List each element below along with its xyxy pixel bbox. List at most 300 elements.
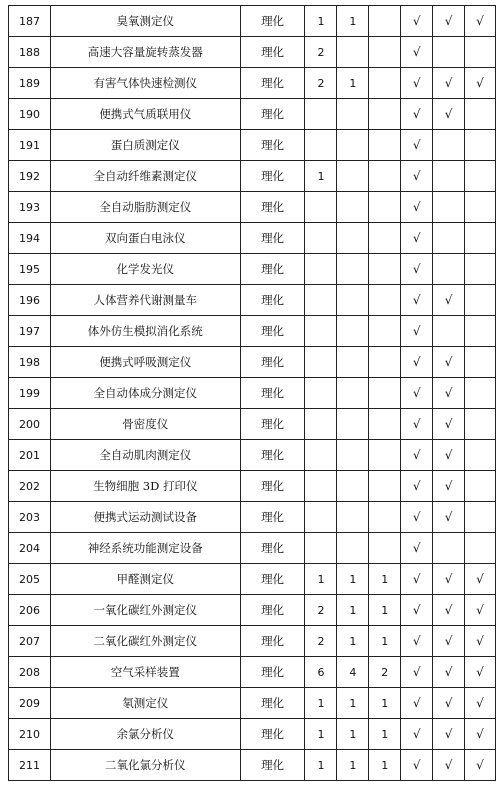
quantity-cell-1: 1 [305, 719, 337, 750]
category-cell: 理化 [240, 254, 305, 285]
row-number-cell: 187 [9, 6, 51, 37]
check-mark-icon: √ [444, 479, 453, 493]
row-number-cell: 189 [9, 68, 51, 99]
table-row [9, 378, 496, 409]
table-row [9, 657, 496, 688]
table-row [9, 595, 496, 626]
quantity-cell-3 [369, 502, 401, 533]
row-number-cell: 188 [9, 37, 51, 68]
quantity-cell-2 [337, 347, 369, 378]
row-number-cell: 209 [9, 688, 51, 719]
check-mark-icon: √ [476, 572, 484, 586]
equipment-name-cell: 全自动脂肪测定仪 [50, 192, 240, 223]
check-cell-3 [465, 719, 496, 750]
row-number-cell: 191 [9, 130, 51, 161]
check-cell-2 [433, 254, 465, 285]
table-row [9, 750, 496, 781]
check-mark-icon: √ [444, 634, 453, 648]
quantity-cell-1 [305, 502, 337, 533]
quantity-cell-2: 1 [337, 750, 369, 781]
row-number-cell: 200 [9, 409, 51, 440]
quantity-cell-3: 1 [369, 564, 401, 595]
quantity-cell-3 [369, 378, 401, 409]
check-mark-icon: √ [444, 293, 453, 307]
check-cell-3 [465, 471, 496, 502]
check-mark-icon: √ [444, 417, 453, 431]
check-cell-1 [401, 409, 433, 440]
check-mark-icon: √ [412, 231, 421, 245]
check-cell-3 [465, 6, 496, 37]
check-mark-icon: √ [412, 293, 421, 307]
check-cell-3 [465, 750, 496, 781]
equipment-name-cell: 全自动肌肉测定仪 [50, 440, 240, 471]
quantity-cell-1: 1 [305, 6, 337, 37]
check-cell-2 [433, 161, 465, 192]
check-mark-icon: √ [412, 448, 421, 462]
quantity-cell-1 [305, 316, 337, 347]
equipment-name-cell: 余氯分析仪 [50, 719, 240, 750]
check-mark-icon: √ [444, 758, 453, 772]
quantity-cell-3: 1 [369, 719, 401, 750]
category-cell: 理化 [240, 378, 305, 409]
check-cell-1 [401, 471, 433, 502]
quantity-cell-3 [369, 161, 401, 192]
check-mark-icon: √ [412, 107, 421, 121]
quantity-cell-3: 1 [369, 688, 401, 719]
table-row [9, 161, 496, 192]
quantity-cell-3: 1 [369, 595, 401, 626]
quantity-cell-1 [305, 254, 337, 285]
check-cell-2 [433, 316, 465, 347]
category-cell: 理化 [240, 161, 305, 192]
quantity-cell-3 [369, 37, 401, 68]
check-cell-3 [465, 626, 496, 657]
check-mark-icon: √ [476, 14, 484, 28]
quantity-cell-2 [337, 316, 369, 347]
equipment-name-cell: 人体营养代谢测量车 [50, 285, 240, 316]
table-row [9, 688, 496, 719]
check-cell-3 [465, 502, 496, 533]
check-cell-2 [433, 99, 465, 130]
check-cell-2 [433, 750, 465, 781]
check-mark-icon: √ [444, 665, 453, 679]
equipment-name-cell: 体外仿生模拟消化系统 [50, 316, 240, 347]
equipment-name-cell: 甲醛测定仪 [50, 564, 240, 595]
check-mark-icon: √ [412, 634, 421, 648]
check-mark-icon: √ [412, 262, 421, 276]
table-row [9, 37, 496, 68]
check-cell-1 [401, 533, 433, 564]
check-cell-3 [465, 378, 496, 409]
check-mark-icon: √ [476, 665, 484, 679]
check-mark-icon: √ [412, 417, 421, 431]
table-row [9, 99, 496, 130]
table-row [9, 440, 496, 471]
row-number-cell: 210 [9, 719, 51, 750]
quantity-cell-2 [337, 440, 369, 471]
check-cell-3 [465, 68, 496, 99]
quantity-cell-3 [369, 316, 401, 347]
check-cell-2 [433, 595, 465, 626]
check-cell-1 [401, 719, 433, 750]
table-row [9, 285, 496, 316]
check-mark-icon: √ [412, 479, 421, 493]
category-cell: 理化 [240, 440, 305, 471]
check-mark-icon: √ [476, 727, 484, 741]
category-cell: 理化 [240, 37, 305, 68]
equipment-name-cell: 高速大容量旋转蒸发器 [50, 37, 240, 68]
quantity-cell-2: 1 [337, 564, 369, 595]
row-number-cell: 196 [9, 285, 51, 316]
category-cell: 理化 [240, 471, 305, 502]
check-cell-2 [433, 719, 465, 750]
check-cell-3 [465, 440, 496, 471]
check-mark-icon: √ [412, 727, 421, 741]
equipment-name-cell: 便携式呼吸测定仪 [50, 347, 240, 378]
table-row [9, 347, 496, 378]
check-cell-1 [401, 254, 433, 285]
quantity-cell-2: 1 [337, 595, 369, 626]
quantity-cell-2 [337, 409, 369, 440]
quantity-cell-2 [337, 130, 369, 161]
category-cell: 理化 [240, 626, 305, 657]
table-row [9, 533, 496, 564]
equipment-name-cell: 双向蛋白电泳仪 [50, 223, 240, 254]
category-cell: 理化 [240, 130, 305, 161]
check-cell-2 [433, 657, 465, 688]
check-cell-3 [465, 99, 496, 130]
row-number-cell: 192 [9, 161, 51, 192]
check-mark-icon: √ [444, 355, 453, 369]
check-cell-3 [465, 223, 496, 254]
check-cell-3 [465, 316, 496, 347]
category-cell: 理化 [240, 223, 305, 254]
check-cell-3 [465, 254, 496, 285]
row-number-cell: 197 [9, 316, 51, 347]
category-cell: 理化 [240, 316, 305, 347]
check-cell-2 [433, 502, 465, 533]
table-row [9, 626, 496, 657]
check-cell-1 [401, 37, 433, 68]
quantity-cell-2 [337, 285, 369, 316]
category-cell: 理化 [240, 99, 305, 130]
row-number-cell: 203 [9, 502, 51, 533]
check-cell-3 [465, 192, 496, 223]
check-cell-3 [465, 130, 496, 161]
check-mark-icon: √ [444, 14, 453, 28]
check-cell-1 [401, 440, 433, 471]
check-cell-1 [401, 657, 433, 688]
check-cell-3 [465, 161, 496, 192]
row-number-cell: 208 [9, 657, 51, 688]
table-row [9, 409, 496, 440]
quantity-cell-1: 2 [305, 68, 337, 99]
table-row [9, 316, 496, 347]
check-mark-icon: √ [412, 541, 421, 555]
quantity-cell-1 [305, 440, 337, 471]
check-cell-1 [401, 564, 433, 595]
check-cell-2 [433, 471, 465, 502]
quantity-cell-3 [369, 440, 401, 471]
quantity-cell-1: 1 [305, 161, 337, 192]
quantity-cell-3: 2 [369, 657, 401, 688]
row-number-cell: 194 [9, 223, 51, 254]
equipment-name-cell: 二氧化氯分析仪 [50, 750, 240, 781]
table-row [9, 68, 496, 99]
check-cell-1 [401, 502, 433, 533]
quantity-cell-2: 4 [337, 657, 369, 688]
table-row [9, 719, 496, 750]
quantity-cell-2 [337, 161, 369, 192]
check-cell-3 [465, 688, 496, 719]
check-cell-2 [433, 68, 465, 99]
equipment-name-cell: 化学发光仪 [50, 254, 240, 285]
table-row [9, 192, 496, 223]
quantity-cell-3 [369, 192, 401, 223]
check-mark-icon: √ [412, 355, 421, 369]
quantity-cell-2: 1 [337, 68, 369, 99]
check-mark-icon: √ [476, 603, 484, 617]
quantity-cell-1: 2 [305, 37, 337, 68]
quantity-cell-1: 1 [305, 750, 337, 781]
equipment-table-page [8, 5, 496, 781]
check-cell-1 [401, 750, 433, 781]
check-cell-3 [465, 595, 496, 626]
check-cell-2 [433, 409, 465, 440]
table-row [9, 130, 496, 161]
check-mark-icon: √ [412, 324, 421, 338]
quantity-cell-1: 6 [305, 657, 337, 688]
check-cell-2 [433, 285, 465, 316]
check-cell-1 [401, 347, 433, 378]
check-mark-icon: √ [412, 169, 421, 183]
equipment-name-cell: 有害气体快速检测仪 [50, 68, 240, 99]
category-cell: 理化 [240, 68, 305, 99]
check-mark-icon: √ [476, 634, 484, 648]
check-cell-2 [433, 192, 465, 223]
table-row [9, 564, 496, 595]
check-mark-icon: √ [412, 758, 421, 772]
quantity-cell-1 [305, 99, 337, 130]
check-mark-icon: √ [444, 696, 453, 710]
quantity-cell-2 [337, 502, 369, 533]
quantity-cell-1 [305, 471, 337, 502]
check-mark-icon: √ [412, 45, 421, 59]
check-mark-icon: √ [412, 14, 421, 28]
check-cell-3 [465, 533, 496, 564]
check-mark-icon: √ [412, 696, 421, 710]
row-number-cell: 195 [9, 254, 51, 285]
check-mark-icon: √ [412, 200, 421, 214]
check-mark-icon: √ [412, 510, 421, 524]
check-cell-2 [433, 564, 465, 595]
equipment-name-cell: 氡测定仪 [50, 688, 240, 719]
check-cell-2 [433, 37, 465, 68]
table-row [9, 6, 496, 37]
row-number-cell: 205 [9, 564, 51, 595]
check-mark-icon: √ [412, 76, 421, 90]
row-number-cell: 211 [9, 750, 51, 781]
table-row [9, 502, 496, 533]
check-cell-1 [401, 378, 433, 409]
check-cell-2 [433, 626, 465, 657]
check-cell-2 [433, 440, 465, 471]
check-cell-1 [401, 626, 433, 657]
quantity-cell-3 [369, 130, 401, 161]
check-cell-1 [401, 6, 433, 37]
check-cell-2 [433, 347, 465, 378]
quantity-cell-2: 1 [337, 688, 369, 719]
table-row [9, 254, 496, 285]
check-cell-2 [433, 130, 465, 161]
quantity-cell-2 [337, 223, 369, 254]
check-mark-icon: √ [476, 758, 484, 772]
quantity-cell-1 [305, 285, 337, 316]
category-cell: 理化 [240, 533, 305, 564]
category-cell: 理化 [240, 502, 305, 533]
category-cell: 理化 [240, 719, 305, 750]
row-number-cell: 207 [9, 626, 51, 657]
check-cell-3 [465, 409, 496, 440]
quantity-cell-3: 1 [369, 626, 401, 657]
row-number-cell: 198 [9, 347, 51, 378]
table-row [9, 223, 496, 254]
quantity-cell-1: 1 [305, 564, 337, 595]
check-cell-1 [401, 68, 433, 99]
check-cell-1 [401, 161, 433, 192]
quantity-cell-3 [369, 254, 401, 285]
check-cell-1 [401, 99, 433, 130]
check-cell-1 [401, 285, 433, 316]
check-mark-icon: √ [444, 727, 453, 741]
category-cell: 理化 [240, 657, 305, 688]
row-number-cell: 204 [9, 533, 51, 564]
quantity-cell-2 [337, 254, 369, 285]
check-cell-1 [401, 192, 433, 223]
check-mark-icon: √ [412, 665, 421, 679]
check-cell-2 [433, 378, 465, 409]
quantity-cell-3 [369, 6, 401, 37]
table-row [9, 471, 496, 502]
equipment-table [8, 5, 496, 781]
equipment-name-cell: 空气采样装置 [50, 657, 240, 688]
quantity-cell-2 [337, 37, 369, 68]
check-mark-icon: √ [444, 603, 453, 617]
quantity-cell-2: 1 [337, 6, 369, 37]
quantity-cell-2 [337, 378, 369, 409]
equipment-name-cell: 生物细胞 3D 打印仪 [50, 471, 240, 502]
category-cell: 理化 [240, 409, 305, 440]
check-mark-icon: √ [412, 386, 421, 400]
quantity-cell-1 [305, 223, 337, 254]
quantity-cell-3 [369, 409, 401, 440]
check-cell-1 [401, 595, 433, 626]
check-mark-icon: √ [444, 572, 453, 586]
quantity-cell-1 [305, 192, 337, 223]
equipment-name-cell: 神经系统功能测定设备 [50, 533, 240, 564]
check-mark-icon: √ [444, 510, 453, 524]
check-mark-icon: √ [476, 76, 484, 90]
check-mark-icon: √ [412, 603, 421, 617]
quantity-cell-1 [305, 533, 337, 564]
quantity-cell-2: 1 [337, 626, 369, 657]
quantity-cell-3 [369, 68, 401, 99]
category-cell: 理化 [240, 688, 305, 719]
quantity-cell-3 [369, 99, 401, 130]
quantity-cell-2 [337, 533, 369, 564]
check-cell-1 [401, 316, 433, 347]
quantity-cell-3: 1 [369, 750, 401, 781]
check-mark-icon: √ [444, 107, 453, 121]
check-cell-2 [433, 688, 465, 719]
category-cell: 理化 [240, 192, 305, 223]
equipment-name-cell: 骨密度仪 [50, 409, 240, 440]
quantity-cell-3 [369, 471, 401, 502]
quantity-cell-2 [337, 99, 369, 130]
quantity-cell-1: 2 [305, 595, 337, 626]
check-cell-1 [401, 130, 433, 161]
equipment-name-cell: 便携式运动测试设备 [50, 502, 240, 533]
check-cell-3 [465, 657, 496, 688]
quantity-cell-2 [337, 192, 369, 223]
quantity-cell-1 [305, 409, 337, 440]
check-cell-3 [465, 347, 496, 378]
row-number-cell: 199 [9, 378, 51, 409]
equipment-name-cell: 一氧化碳红外测定仪 [50, 595, 240, 626]
row-number-cell: 190 [9, 99, 51, 130]
check-mark-icon: √ [412, 138, 421, 152]
quantity-cell-3 [369, 533, 401, 564]
row-number-cell: 202 [9, 471, 51, 502]
check-cell-1 [401, 223, 433, 254]
quantity-cell-3 [369, 347, 401, 378]
equipment-name-cell: 二氧化碳红外测定仪 [50, 626, 240, 657]
category-cell: 理化 [240, 750, 305, 781]
equipment-name-cell: 便携式气质联用仪 [50, 99, 240, 130]
quantity-cell-1: 2 [305, 626, 337, 657]
quantity-cell-3 [369, 285, 401, 316]
check-cell-2 [433, 6, 465, 37]
row-number-cell: 193 [9, 192, 51, 223]
equipment-name-cell: 全自动体成分测定仪 [50, 378, 240, 409]
quantity-cell-2: 1 [337, 719, 369, 750]
category-cell: 理化 [240, 347, 305, 378]
quantity-cell-1 [305, 378, 337, 409]
category-cell: 理化 [240, 564, 305, 595]
check-mark-icon: √ [444, 76, 453, 90]
check-cell-3 [465, 564, 496, 595]
check-cell-2 [433, 533, 465, 564]
quantity-cell-3 [369, 223, 401, 254]
check-mark-icon: √ [412, 572, 421, 586]
check-mark-icon: √ [476, 696, 484, 710]
check-cell-2 [433, 223, 465, 254]
quantity-cell-1 [305, 347, 337, 378]
check-cell-3 [465, 285, 496, 316]
category-cell: 理化 [240, 6, 305, 37]
quantity-cell-1 [305, 130, 337, 161]
check-mark-icon: √ [444, 386, 453, 400]
row-number-cell: 201 [9, 440, 51, 471]
equipment-name-cell: 蛋白质测定仪 [50, 130, 240, 161]
quantity-cell-1: 1 [305, 688, 337, 719]
category-cell: 理化 [240, 285, 305, 316]
category-cell: 理化 [240, 595, 305, 626]
quantity-cell-2 [337, 471, 369, 502]
table-body [9, 6, 496, 781]
check-cell-3 [465, 37, 496, 68]
row-number-cell: 206 [9, 595, 51, 626]
